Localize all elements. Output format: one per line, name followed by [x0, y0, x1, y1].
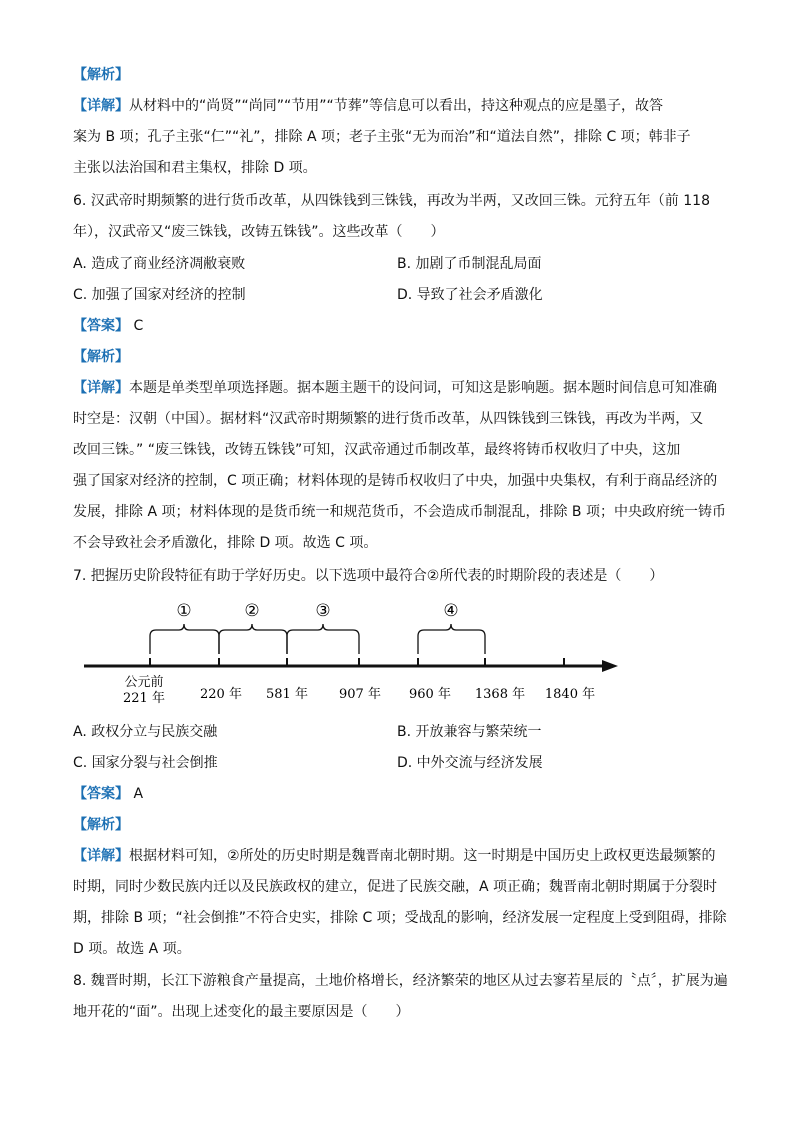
q8-stem-line-1: 8. 魏晋时期，长江下游粮食产量提高，土地价格增长，经济繁荣的地区从过去寥若星辰的〝点〞，扩展为遍	[73, 973, 728, 989]
q7-detail-line-4: D 项。故选 A 项。	[73, 941, 191, 957]
q8-stem-line-2: 地开花的“面”。出现上述变化的最主要原因是（ ）	[73, 1004, 410, 1020]
q7-detail-tag: 【详解】	[73, 848, 129, 864]
period-label-3: ③	[315, 601, 331, 621]
q6-stem-line-2: 年），汉武帝又“废三铢钱，改铸五铢钱”。这些改革（ ）	[73, 224, 445, 240]
tick-label-1368: 1368 年	[474, 687, 526, 702]
q6-detail-line-6: 不会导致社会矛盾激化，排除 D 项。故选 C 项。	[73, 535, 378, 551]
timeline-figure	[80, 596, 620, 711]
q6-option-d: D. 导致了社会矛盾激化	[397, 287, 543, 303]
q5-detail-tag: 【详解】	[73, 98, 129, 114]
q5-detail-line-3: 主张以法治国和君主集权，排除 D 项。	[73, 160, 317, 176]
tick-label-907: 907 年	[339, 687, 381, 702]
q6-answer: 【答案】 C	[73, 318, 144, 334]
q7-option-b: B. 开放兼容与繁荣统一	[397, 724, 542, 740]
q7-option-d: D. 中外交流与经济发展	[397, 755, 543, 771]
q5-analysis-tag: 【解析】	[73, 67, 129, 83]
tick-label-960: 960 年	[409, 687, 451, 702]
q7-detail-line-2: 时期，同时少数民族内迁以及民族政权的建立，促进了民族交融，A 项正确；魏晋南北朝时期属于分裂时	[73, 879, 718, 895]
q7-option-a: A. 政权分立与民族交融	[73, 724, 218, 740]
q6-option-a: A. 造成了商业经济凋敝衰败	[73, 256, 246, 272]
q5-detail-line-1: 【详解】从材料中的“尚贤”“尚同”“节用”“节葬”等信息可以看出，持这种观点的应是墨子，故答	[73, 98, 664, 114]
period-label-4: ④	[443, 601, 459, 621]
q6-option-c: C. 加强了国家对经济的控制	[73, 287, 246, 303]
q7-analysis-tag: 【解析】	[73, 817, 129, 833]
q7-answer: 【答案】 A	[73, 786, 144, 802]
q7-option-c: C. 国家分裂与社会倒推	[73, 755, 218, 771]
q6-detail-line-4: 强了国家对经济的控制，C 项正确；材料体现的是铸币权收归了中央，加强中央集权，有利于商品经济的	[73, 473, 718, 489]
tick-label-bce: 公元前	[124, 675, 164, 690]
q6-stem-line-1: 6. 汉武帝时期频繁的进行货币改革，从四铢钱到三铢钱，再改为半两，又改回三铢。元狩五年（前 118	[73, 193, 710, 209]
q5-detail-line-2: 案为 B 项；孔子主张“仁”“礼”，排除 A 项；老子主张“无为而治”和“道法自然”，排除 C 项；韩非子	[73, 129, 691, 145]
q7-detail-line-1: 【详解】根据材料可知，②所处的历史时期是魏晋南北朝时期。这一时期是中国历史上政权更迭最频繁的	[73, 848, 716, 864]
tick-label-581: 581 年	[266, 687, 308, 702]
q7-detail-line-3: 期，排除 B 项；“社会倒推”不符合史实，排除 C 项；受战乱的影响，经济发展一定程度上受到阻碍，排除	[73, 910, 727, 926]
period-label-2: ②	[244, 601, 260, 621]
tick-label-1840: 1840 年	[544, 687, 596, 702]
tick-label-220: 220 年	[200, 687, 242, 702]
q6-analysis-tag: 【解析】	[73, 349, 129, 365]
timeline-arrow	[602, 660, 618, 672]
q6-detail-line-5: 发展，排除 A 项；材料体现的是货币统一和规范货币，不会造成币制混乱，排除 B 项；中央政府统一铸币	[73, 504, 726, 520]
q6-detail-tag: 【详解】	[73, 380, 129, 396]
q6-detail-line-3: 改回三铢。” “废三铢钱，改铸五铢钱”可知，汉武帝通过币制改革，最终将铸币权收归了中央，这加	[73, 442, 681, 458]
q6-option-b: B. 加剧了币制混乱局面	[397, 256, 542, 272]
tick-label-221: 221 年	[123, 691, 165, 706]
q7-stem: 7. 把握历史阶段特征有助于学好历史。以下选项中最符合②所代表的时期阶段的表述是（ ）	[73, 568, 664, 584]
period-label-1: ①	[176, 601, 192, 621]
q6-detail-line-1: 【详解】本题是单类型单项选择题。据本题主题干的设问词，可知这是影响题。据本题时间信息可知准确	[73, 380, 717, 396]
q6-detail-line-2: 时空是：汉朝（中国）。据材料“汉武帝时期频繁的进行货币改革，从四铢钱到三铢钱，再改为半两，又	[73, 411, 704, 427]
timeline-braces	[150, 624, 485, 654]
